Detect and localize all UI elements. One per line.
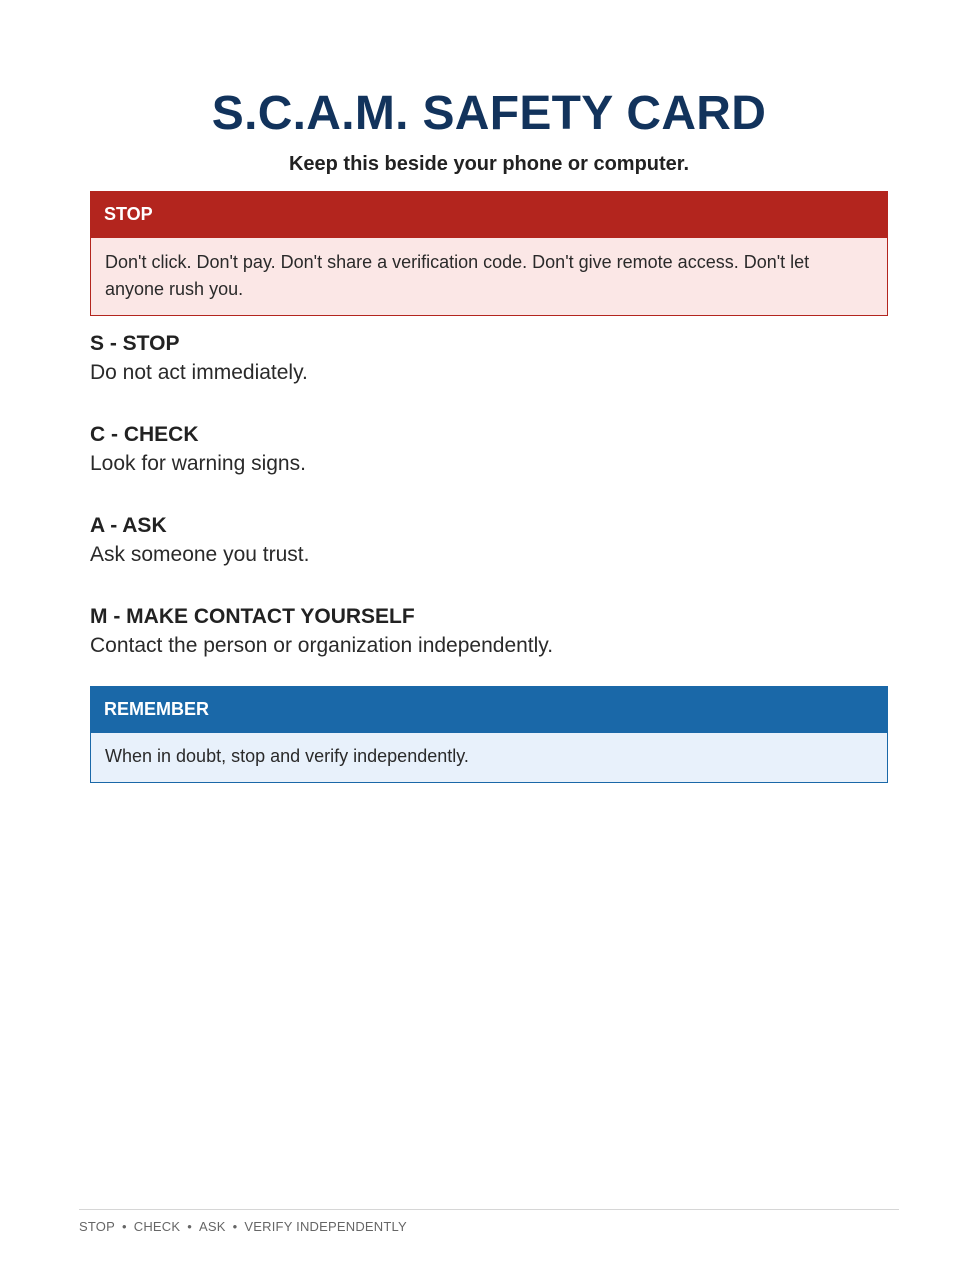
step-ask [90,512,888,603]
footer-separator: • [121,1219,127,1234]
step-description: Contact the person or organization independently. [90,634,554,657]
page-title: S.C.A.M. SAFETY CARD [211,87,767,140]
step-title: A - ASK [90,514,167,537]
page-subtitle: Keep this beside your phone or computer. [288,153,690,175]
footer-separator: • [187,1219,193,1234]
footer-separator: • [232,1219,238,1234]
stop-callout-text: Don't click. Don't pay. Don't share a verification code. Don't give remote access. Don't let anyone rush you. [91,238,887,315]
remember-callout-text: When in doubt, stop and verify independently. [91,733,887,782]
remember-callout-heading: REMEMBER [90,686,888,733]
footer-item-check: CHECK [133,1219,181,1234]
footer-item-ask: ASK [199,1219,226,1234]
step-description: Look for warning signs. [90,452,306,475]
step-description: Do not act immediately. [90,361,308,384]
step-stop [90,330,888,421]
step-check [90,421,888,512]
step-title: S - STOP [90,332,180,355]
step-title: M - MAKE CONTACT YOURSELF [90,605,415,628]
footer-item-stop: STOP [79,1219,115,1234]
scam-steps-list [90,330,888,694]
footer-item-verify: VERIFY INDEPENDENTLY [244,1219,407,1234]
step-make-contact [90,603,888,694]
step-description: Ask someone you trust. [90,543,310,566]
stop-callout-heading: STOP [90,191,888,238]
footer [79,1209,899,1234]
stop-callout [90,191,888,316]
remember-callout [90,686,888,783]
step-title: C - CHECK [90,423,199,446]
